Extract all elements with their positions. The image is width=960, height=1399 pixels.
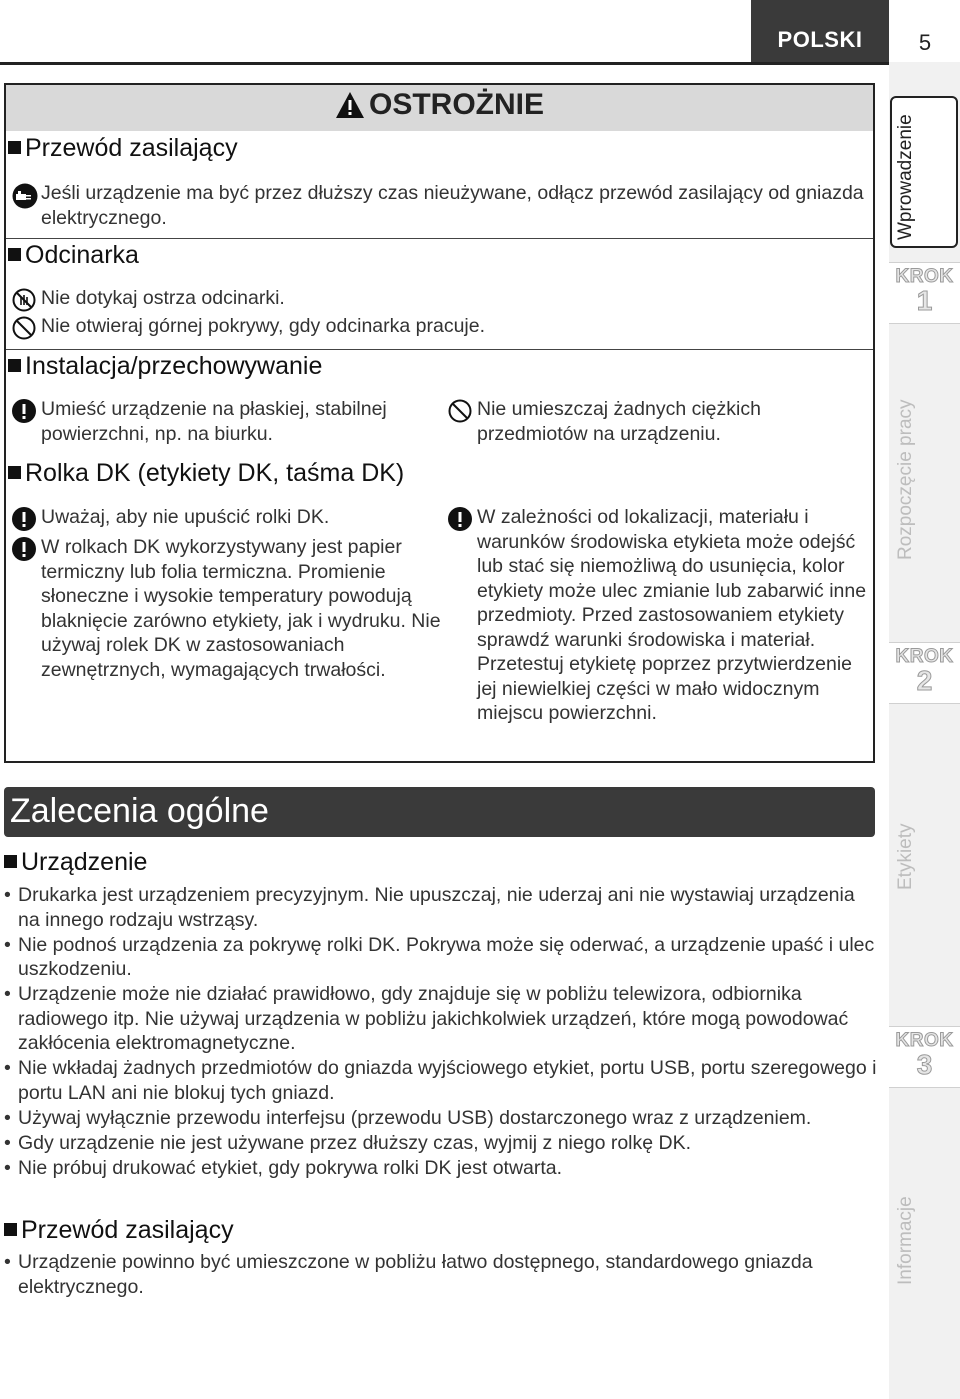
square-bullet-icon: [8, 466, 21, 479]
exclamation-icon: [12, 399, 36, 423]
sidebar-step-2[interactable]: [889, 642, 960, 704]
section-heading-power: [4, 1216, 234, 1245]
square-bullet-icon: [8, 248, 21, 261]
section-heading-installation: [8, 352, 322, 381]
language-label: POLSKI: [777, 27, 863, 52]
sidebar-tab-rozpoczecie[interactable]: Rozpoczęcie pracy: [895, 399, 916, 560]
power-list: [4, 1250, 879, 1300]
dk-roll-right-text: W zależności od lokalizacji, materiału i warunków środowiska etykieta może odejść lub stać się niemożliwą do usunięcia, kolor etykiety może ulec zmianie lub zabarwić inne przedmioty. Przed zastosowaniem etykiety sprawdź warunki środowiska i materiał. Przetestuj etykietę poprzez przytwierdzenie jej niewielkiej części w mało widocznym miejscu powierzchni.: [477, 506, 867, 724]
heading-text: Przewód zasilający: [21, 1216, 234, 1244]
installation-left-text: Umieść urządzenie na płaskiej, stabilnej powierzchni, np. na biurku.: [41, 398, 387, 445]
square-bullet-icon: [8, 359, 21, 372]
cutter-item-1: Nie dotykaj ostrza odcinarki.: [41, 287, 285, 309]
exclamation-icon: [12, 507, 36, 531]
list-item: • Urządzenie powinno być umieszczone w pobliżu łatwo dostępnego, standardowego gniazda elektrycznego.: [4, 1250, 879, 1299]
heading-text: Urządzenie: [21, 848, 148, 876]
exclamation-icon: [448, 507, 472, 531]
section-divider: [6, 349, 873, 350]
square-bullet-icon: [4, 855, 17, 868]
caution-title: [335, 88, 544, 122]
square-bullet-icon: [8, 141, 21, 154]
step-word: KROK: [895, 646, 954, 667]
exclamation-icon: [12, 537, 36, 561]
installation-right-text: Nie umieszczaj żadnych ciężkich przedmiotów na urządzeniu.: [477, 398, 761, 445]
section-heading-dk-roll: [8, 459, 404, 488]
prohibited-icon: [448, 399, 472, 423]
list-item: • Nie wkładaj żadnych przedmiotów do gniazda wyjściowego etykiet, portu USB, portu szeregowego i portu LAN ani nie blokuj tych gniazd.: [4, 1056, 879, 1105]
list-item: • Drukarka jest urządzeniem precyzyjnym. Nie upuszczaj, nie uderzaj ani nie wystawiaj urządzenia na innego rodzaju wstrząsy.: [4, 883, 879, 932]
section-heading-cutter: [8, 241, 139, 270]
caution-title-text: OSTROŻNIE: [369, 88, 545, 121]
step-word: KROK: [895, 1030, 954, 1051]
heading-text: Instalacja/przechowywanie: [25, 352, 323, 380]
device-list: [4, 883, 879, 1181]
power-cord-text: Jeśli urządzenie ma być przez dłuższy czas nieużywane, odłącz przewód zasilający od gniazda elektrycznego.: [41, 182, 864, 229]
step-number: 1: [916, 285, 933, 316]
page-number: 5: [918, 30, 932, 55]
language-tab: [751, 0, 889, 62]
list-item: • Nie podnoś urządzenia za pokrywę rolki DK. Pokrywa może się oderwać, a urządzenie upaść i ulec uszkodzeniu.: [4, 933, 879, 982]
sidebar-tab-etykiety[interactable]: Etykiety: [895, 823, 916, 890]
section-heading-power-cord: [8, 134, 238, 163]
cutter-item-2: Nie otwieraj górnej pokrywy, gdy odcinarka pracuje.: [41, 315, 486, 337]
no-touch-icon: [12, 288, 36, 312]
heading-text: Przewód zasilający: [25, 134, 238, 162]
unplug-icon: [12, 183, 38, 209]
dk-roll-left-text-1: Uważaj, aby nie upuścić rolki DK.: [41, 506, 330, 528]
header-rule: [0, 62, 890, 65]
square-bullet-icon: [4, 1223, 17, 1236]
sidebar-tab-wprowadzenie[interactable]: Wprowadzenie: [895, 114, 916, 240]
step-number: 3: [916, 1049, 933, 1080]
list-item: • Używaj wyłącznie przewodu interfejsu (przewodu USB) dostarczonego wraz z urządzeniem.: [4, 1106, 879, 1131]
list-item: • Urządzenie może nie działać prawidłowo, gdy znajduje się w pobliżu telewizora, odbiornika radiowego itp. Nie używaj urządzenia w pobliżu jakichkolwiek urządzeń, które mogą powodować zakłócenia elektromagnetyczne.: [4, 982, 879, 1056]
heading-text: Odcinarka: [25, 241, 139, 269]
prohibited-icon: [12, 316, 36, 340]
general-title: Zalecenia ogólne: [10, 792, 269, 830]
sidebar-step-1[interactable]: [889, 262, 960, 324]
section-heading-device: [4, 848, 147, 877]
step-number: 2: [916, 665, 933, 696]
list-item: • Nie próbuj drukować etykiet, gdy pokrywa rolki DK jest otwarta.: [4, 1156, 879, 1181]
sidebar-tab-informacje[interactable]: Informacje: [895, 1196, 916, 1285]
heading-text: Rolka DK (etykiety DK, taśma DK): [25, 459, 405, 487]
dk-roll-left-text-2: W rolkach DK wykorzystywany jest papier termiczny lub folia termiczna. Promienie słoneczne i wysokie temperatury powodują blaknięcie zarówno etykiety, jak i wydruku. Nie używaj rolek DK w zastosowaniach zewnętrznych, wymagających trwałości.: [41, 536, 441, 681]
step-word: KROK: [895, 266, 954, 287]
warning-triangle-icon: [335, 91, 365, 119]
list-item: • Gdy urządzenie nie jest używane przez dłuższy czas, wyjmij z niego rolkę DK.: [4, 1131, 879, 1156]
section-divider: [6, 238, 873, 239]
sidebar-step-3[interactable]: [889, 1026, 960, 1088]
